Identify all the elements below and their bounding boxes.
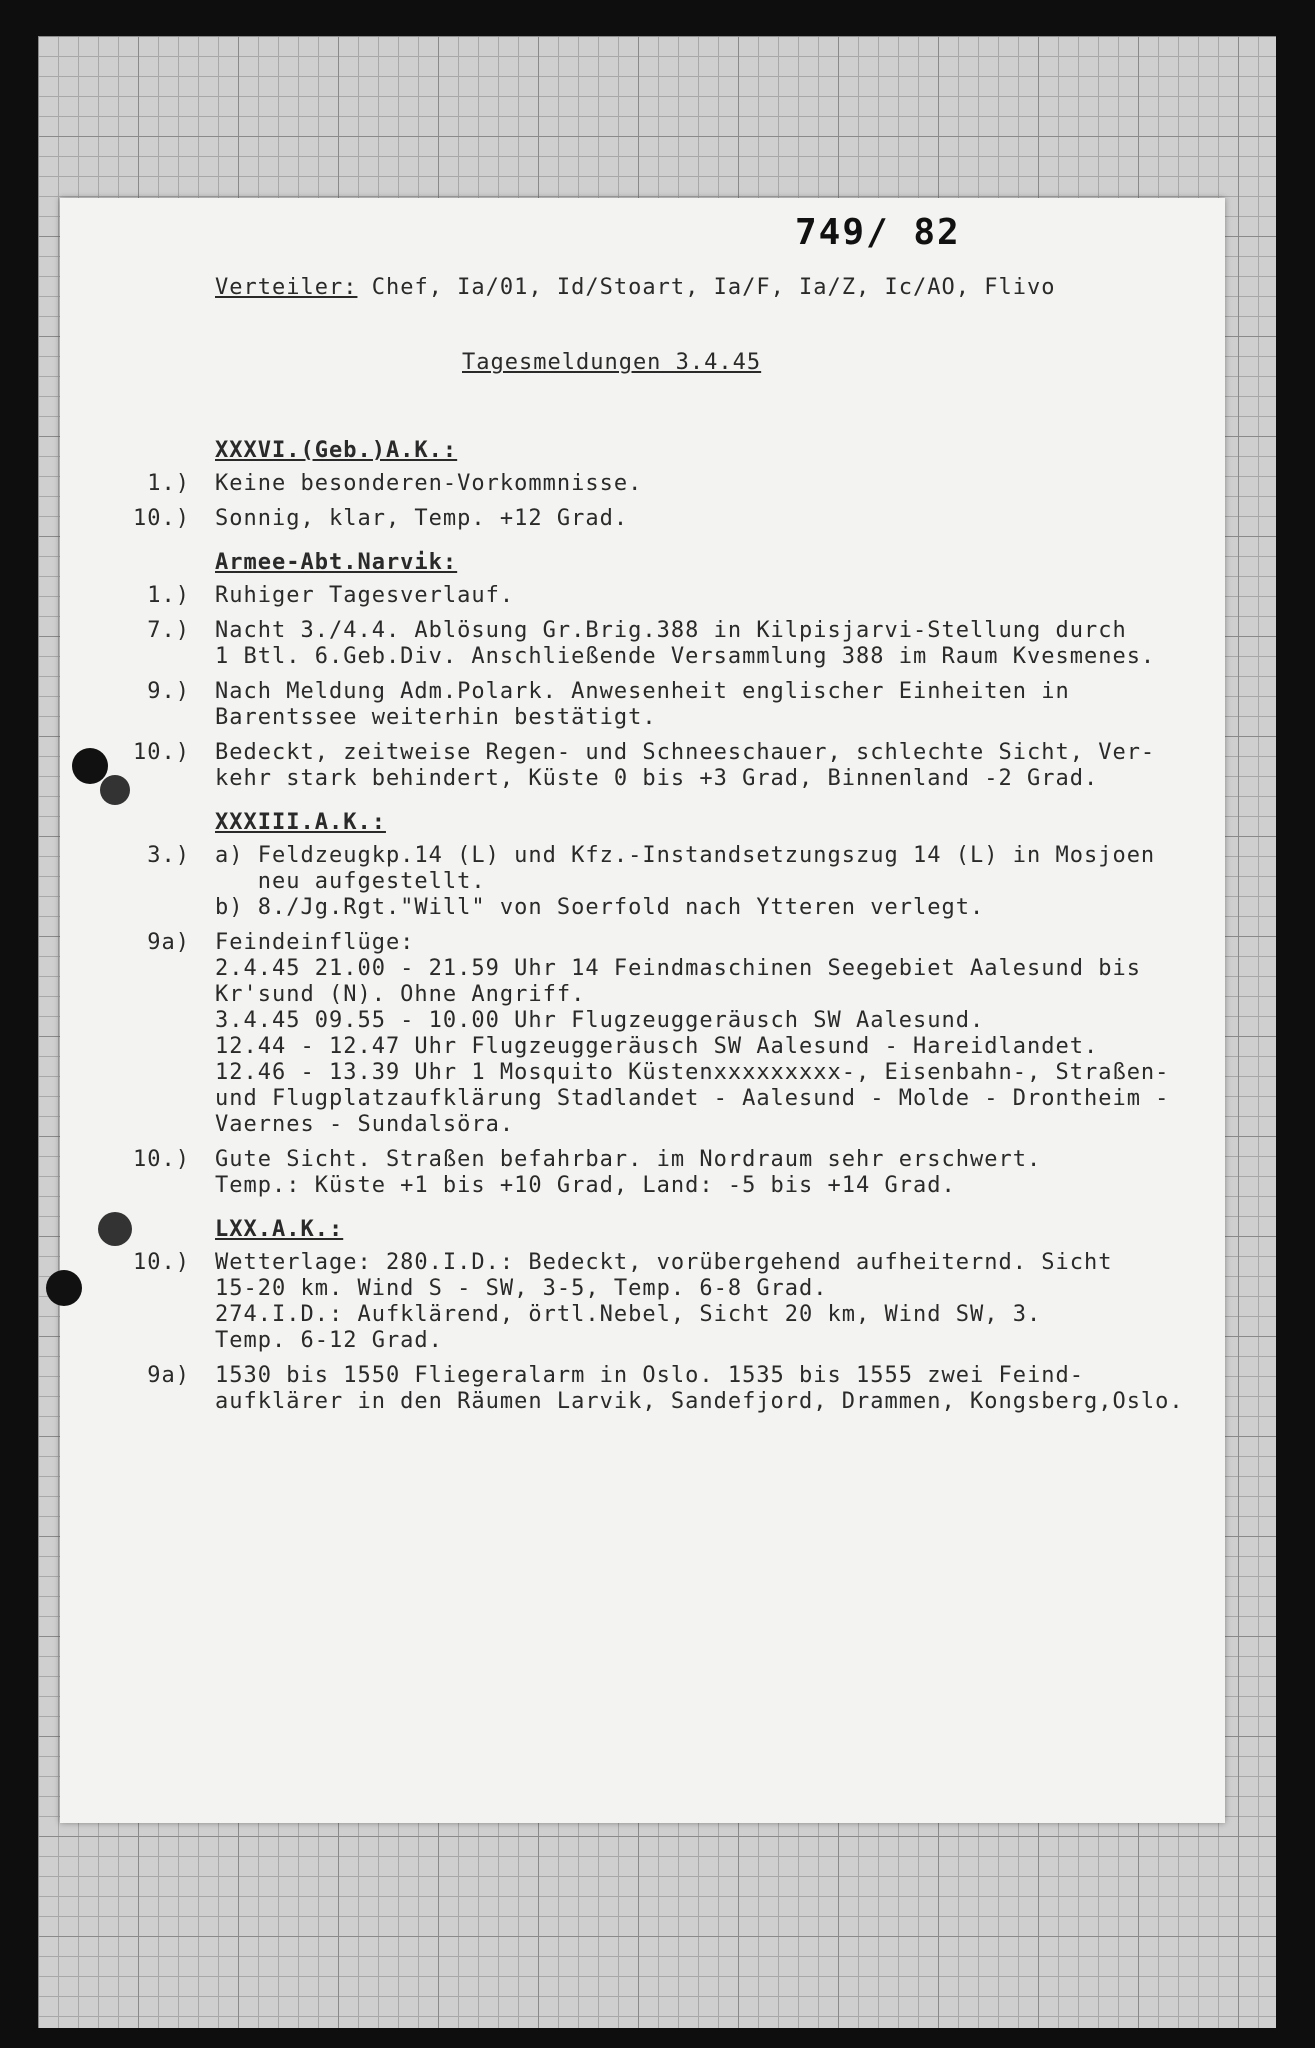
entry-number: 1.): [147, 471, 190, 496]
section: [120, 1217, 1200, 1415]
entry: [120, 930, 1200, 1138]
punch-hole: [72, 748, 108, 784]
entry: [120, 506, 1200, 532]
entry-text: Feindeinflüge: 2.4.45 21.00 - 21.59 Uhr 14 Feindmaschinen Seegebiet Aalesund bis Kr'sund (N). Ohne Angriff. 3.4.45 09.55 - 10.00 Uhr Flugzeuggeräusch SW Aalesund. 12.44 - 12.47 Uhr Flugzeuggeräusch SW Aalesund - Hareidlandet. 12.46 - 13.39 Uhr 1 Mosquito Küstenxxxxxxxxx-, Eisenbahn-, Straßen- und Flugplatzaufklärung Stadlandet - Aalesund - Molde - Drontheim - Vaernes - Sundalsöra.: [215, 930, 1170, 1137]
entry-number: 10.): [133, 1147, 190, 1172]
section: [120, 550, 1200, 792]
entry-number: 7.): [147, 618, 190, 643]
document-number: 749/ 82: [795, 212, 961, 253]
entry-text: Nacht 3./4.4. Ablösung Gr.Brig.388 in Kilpisjarvi-Stellung durch 1 Btl. 6.Geb.Div. Anschließende Versammlung 388 im Raum Kvesmenes.: [215, 618, 1156, 669]
entry-number: 9a): [147, 1363, 190, 1388]
entry: [120, 1250, 1200, 1354]
entry-number: 9.): [147, 679, 190, 704]
entry-number: 1.): [147, 583, 190, 608]
report-title: Tagesmeldungen 3.4.45: [462, 350, 762, 375]
entry-number: 10.): [133, 1250, 190, 1275]
entry-text: 1530 bis 1550 Fliegeralarm in Oslo. 1535 bis 1555 zwei Feind- aufklärer in den Räumen Larvik, Sandefjord, Drammen, Kongsberg,Oslo.: [215, 1363, 1184, 1414]
entry-text: Gute Sicht. Straßen befahrbar. im Nordraum sehr erschwert. Temp.: Küste +1 bis +10 Grad, Land: -5 bis +14 Grad.: [215, 1147, 1042, 1198]
entry: [120, 679, 1200, 731]
entry-text: Ruhiger Tagesverlauf.: [215, 583, 515, 608]
section-heading: XXXIII.A.K.:: [215, 810, 386, 835]
section-heading: Armee-Abt.Narvik:: [215, 550, 458, 575]
section-heading: LXX.A.K.:: [215, 1217, 344, 1242]
entry: [120, 583, 1200, 609]
section: [120, 810, 1200, 1199]
entry: [120, 1147, 1200, 1199]
punch-hole: [46, 1270, 82, 1306]
entry-number: 10.): [133, 740, 190, 765]
entry-text: Keine besonderen-Vorkommnisse.: [215, 471, 643, 496]
entry: [120, 471, 1200, 497]
entry: [120, 618, 1200, 670]
entry: [120, 740, 1200, 792]
entry-number: 9a): [147, 930, 190, 955]
entry-number: 3.): [147, 843, 190, 868]
entry-text: Nach Meldung Adm.Polark. Anwesenheit englischer Einheiten in Barentssee weiterhin bestätigt.: [215, 679, 1070, 730]
entry-text: Bedeckt, zeitweise Regen- und Schneeschauer, schlechte Sicht, Ver- kehr stark behindert, Küste 0 bis +3 Grad, Binnenland -2 Grad.: [215, 740, 1156, 791]
entry-text: Wetterlage: 280.I.D.: Bedeckt, vorübergehend aufheiternd. Sicht 15-20 km. Wind S - SW, 3-5, Temp. 6-8 Grad. 274.I.D.: Aufklärend, örtl.Nebel, Sicht 20 km, Wind SW, 3. Temp. 6-12 Grad.: [215, 1250, 1113, 1353]
distribution-label: Verteiler:: [215, 275, 358, 300]
section: [120, 438, 1200, 532]
entry-text: Sonnig, klar, Temp. +12 Grad.: [215, 506, 629, 531]
entry: [120, 843, 1200, 921]
entry-number: 10.): [133, 506, 190, 531]
distribution-recipients: Chef, Ia/01, Id/Stoart, Ia/F, Ia/Z, Ic/AO, Flivo: [371, 275, 1056, 300]
entry: [120, 1363, 1200, 1415]
distribution-line: [215, 275, 1055, 300]
report-body: [120, 420, 1200, 1424]
section-heading: XXXVI.(Geb.)A.K.:: [215, 438, 458, 463]
entry-text: a) Feldzeugkp.14 (L) und Kfz.-Instandsetzungszug 14 (L) in Mosjoen neu aufgestellt. b) 8./Jg.Rgt."Will" von Soerfold nach Ytteren verlegt.: [215, 843, 1156, 920]
